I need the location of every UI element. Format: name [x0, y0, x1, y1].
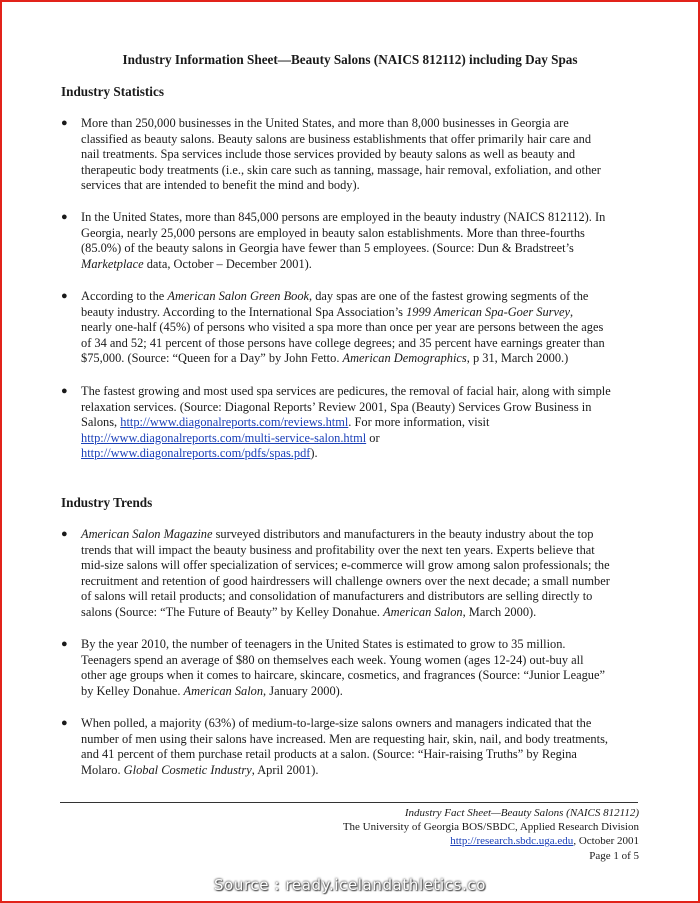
- text-run: ).: [310, 446, 318, 461]
- text-line: Georgia, nearly 25,000 persons are employed in beauty salon establishments. More than three-fourths: [81, 225, 585, 240]
- text-line: number of men using their salons have increased. Men are requesting hair, skin, nail, and body treatments,: [81, 731, 608, 746]
- list-item: [61, 210, 651, 272]
- text-run: ,: [570, 304, 574, 319]
- text-run: , p 31, March 2000.): [466, 351, 569, 366]
- text-line: [81, 351, 651, 367]
- text-line: and 41 percent of them purchase retail products at a salon. (Source: “Hair-raising Truths” by Regina: [81, 747, 577, 762]
- text-run: surveyed distributors and manufacturers in the beauty industry about the top: [212, 527, 594, 541]
- link-diagonal-spas-pdf[interactable]: http://www.diagonalreports.com/pdfs/spas.pdf: [81, 446, 311, 461]
- text-run: by Kelley Donahue.: [81, 683, 184, 698]
- text-line: therapeutic body treatments (i.e., skin care such as tanning, massage, hair removal, exfoliation, and other: [81, 162, 601, 177]
- text-line: [81, 415, 651, 431]
- emphasis-text: American Demographics: [342, 351, 467, 366]
- text-line: recruitment and retention of good hairdressers will challenge owners over the next decade; a small number: [81, 573, 610, 588]
- list-item: [61, 527, 651, 621]
- text-run: $75,000. (Source: “Queen for a Day” by John Fetto.: [81, 351, 343, 366]
- text-run: data, October – December 2001).: [143, 256, 312, 271]
- text-line: Teenagers spend an average of $80 on themselves each week. Young women (ages 12-24) out-buy all: [81, 652, 584, 667]
- list-item: [61, 716, 651, 778]
- paragraph: [81, 289, 651, 367]
- text-run: beauty industry. According to the International Spa Association’s: [81, 304, 407, 319]
- text-line: [81, 605, 651, 621]
- link-research-sbdc[interactable]: http://research.sbdc.uga.edu: [450, 835, 574, 848]
- footer-url-line: [343, 834, 639, 848]
- text-line: (85.0%) of the beauty salons in Georgia have fewer than 5 employees. (Source: Dun & Bradstreet’s: [81, 241, 574, 256]
- document-title: Industry Information Sheet—Beauty Salons (NAICS 812112) including Day Spas: [122, 52, 578, 67]
- emphasis-text: American Salon: [383, 604, 463, 619]
- text-line: In the United States, more than 845,000 persons are employed in the beauty industry (NAICS 812112). In: [81, 210, 606, 224]
- text-line: [81, 431, 651, 447]
- list-item: [61, 289, 651, 367]
- text-line: [81, 446, 651, 462]
- emphasis-text: Marketplace: [81, 256, 144, 271]
- list-item: [61, 637, 651, 699]
- paragraph: [81, 527, 651, 621]
- paragraph: [81, 637, 651, 699]
- bullet-icon: ●: [61, 290, 68, 302]
- text-run: . For more information, visit: [348, 415, 490, 430]
- emphasis-text: 1999 American Spa-Goer Survey: [406, 304, 570, 319]
- footer-date: , October 2001: [573, 835, 639, 848]
- text-line: [81, 289, 651, 305]
- text-line: of salons will retail products; and consolidation of manufacturers and distributors are selling directly to: [81, 589, 593, 604]
- text-run: , April 2001).: [251, 762, 319, 777]
- bullet-icon: ●: [61, 117, 68, 129]
- text-line: relaxation services. (Source: Diagonal Reports’ Review 2001, Spa (Beauty) Services Grow Business in: [81, 399, 592, 414]
- bullet-icon: ●: [61, 385, 68, 397]
- text-line: of 34 and 52; 41 percent of those persons have college degrees; and 35 percent have earnings greater than: [81, 335, 605, 350]
- page-footer: [343, 806, 639, 863]
- text-line: When polled, a majority (63%) of medium-to-large-size salons owners and managers indicated that the: [81, 716, 592, 730]
- paragraph: [81, 384, 651, 462]
- text-line: [81, 684, 651, 700]
- footer-series-title: Industry Fact Sheet—Beauty Salons (NAICS 812112): [404, 807, 639, 819]
- text-run: , January 2000).: [263, 683, 343, 698]
- text-line: services that are intended to benefit the mind and body).: [81, 178, 360, 193]
- text-line: classified as beauty salons. Beauty salons are business establishments that offer primarily hair care and: [81, 131, 592, 146]
- text-line: More than 250,000 businesses in the United States, and more than 8,000 businesses in Georgia are: [81, 116, 569, 130]
- text-line: The fastest growing and most used spa services are pedicures, the removal of facial hair, along with simple: [81, 384, 611, 398]
- text-run: Salons,: [81, 415, 121, 430]
- bullet-icon: ●: [61, 717, 68, 729]
- paragraph: [81, 210, 651, 272]
- section-heading-trends: Industry Trends: [61, 495, 153, 510]
- list-item: [61, 116, 651, 194]
- list-item: [61, 384, 651, 462]
- emphasis-text: American Salon Green Book: [167, 289, 310, 303]
- footer-publisher: The University of Georgia BOS/SBDC, Applied Research Division: [342, 821, 639, 834]
- link-diagonal-multi-service[interactable]: http://www.diagonalreports.com/multi-service-salon.html: [81, 430, 367, 445]
- text-run: According to the: [81, 289, 168, 303]
- paragraph: [81, 116, 651, 194]
- text-line: [81, 305, 651, 321]
- text-run: Molaro.: [81, 762, 124, 777]
- text-line: [81, 527, 651, 543]
- text-line: [81, 763, 651, 779]
- text-line: By the year 2010, the number of teenagers in the United States is estimated to grow to 35 million.: [81, 637, 566, 651]
- link-diagonal-reviews[interactable]: http://www.diagonalreports.com/reviews.html: [120, 415, 349, 430]
- footer-page-number: Page 1 of 5: [589, 849, 639, 862]
- text-line: other age groups when it comes to haircare, skincare, cosmetics, and fragrances (Source: “Junior League”: [81, 668, 605, 683]
- text-run: salons (Source: “The Future of Beauty” by Kelley Donahue.: [81, 604, 384, 619]
- bullet-icon: ●: [61, 211, 68, 223]
- text-line: [81, 257, 651, 273]
- emphasis-text: American Salon Magazine: [81, 527, 213, 541]
- emphasis-text: American Salon: [183, 683, 264, 698]
- bullet-icon: ●: [61, 528, 68, 540]
- section-heading-statistics: Industry Statistics: [61, 84, 164, 99]
- emphasis-text: Global Cosmetic Industry: [123, 762, 252, 777]
- footer-divider: [60, 802, 638, 803]
- text-line: nearly one-half (45%) of persons who visited a spa more than once per year are persons between the ages: [81, 320, 604, 335]
- bullet-icon: ●: [61, 638, 68, 650]
- text-line: nail treatments. Spa services include those services provided by beauty salons as well as beauty and: [81, 147, 576, 162]
- text-run: or: [366, 430, 380, 445]
- paragraph: [81, 716, 651, 778]
- text-run: , March 2000).: [462, 604, 537, 619]
- text-run: , day spas are one of the fastest growing segments of the: [309, 289, 589, 303]
- text-line: trends that will impact the beauty business and profitability over the next ten years. Experts believe that: [81, 542, 595, 557]
- text-line: mid-size salons will offer specialization of services; e-commerce will grow among salon professionals; the: [81, 558, 610, 573]
- source-watermark: Source : ready.icelandathletics.co: [213, 876, 487, 894]
